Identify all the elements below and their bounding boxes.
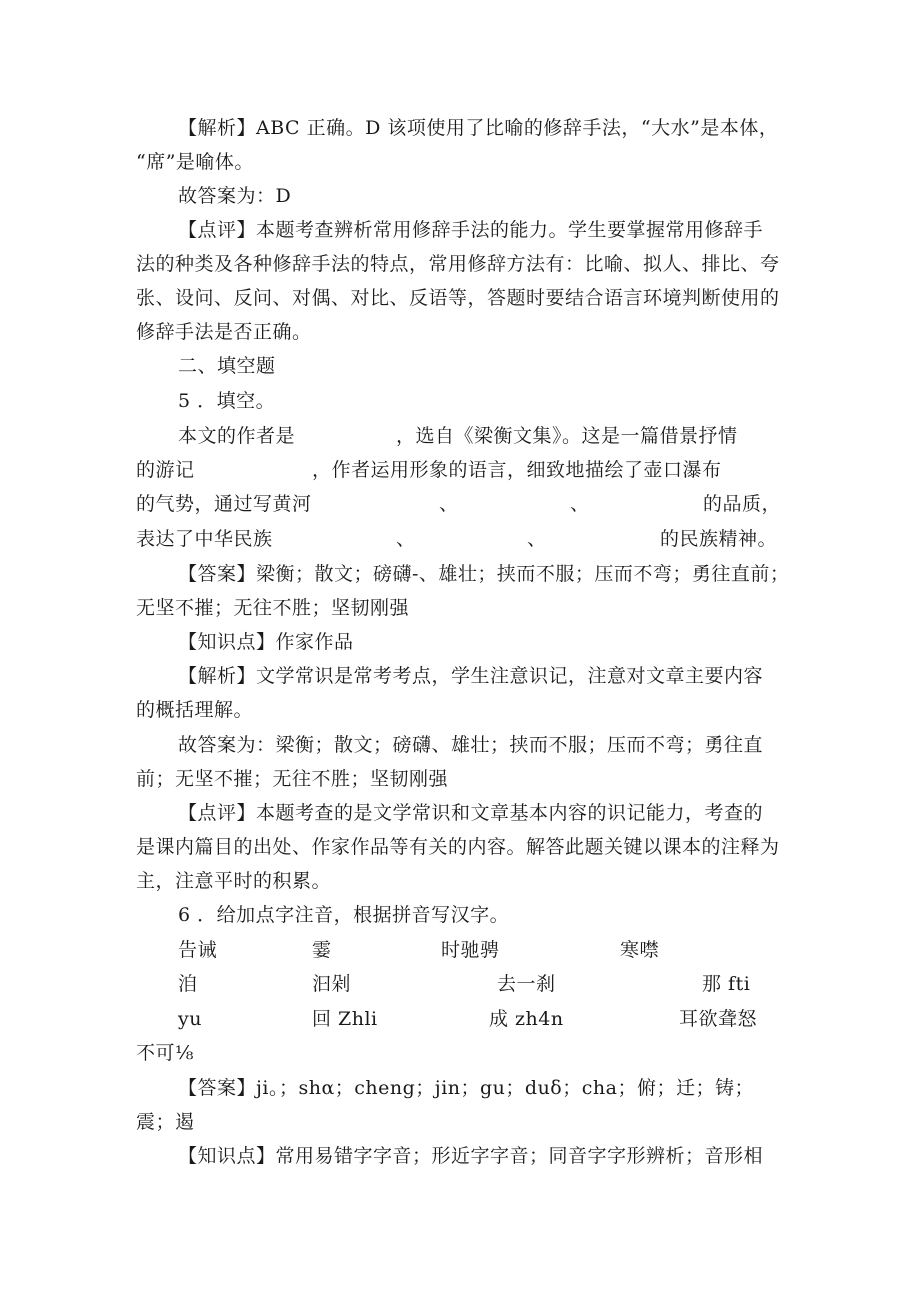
fill-row3-start: 的气势，通过写黄河: [136, 493, 312, 515]
q5-knowledge: 【知识点】作家作品: [178, 631, 354, 653]
fill-row3-sep1: 、: [439, 493, 459, 515]
fill-row4-start: 表达了中华民族: [136, 528, 273, 550]
q4-comment-line3: 张、设问、反问、对偶、对比、反语等，答题时要结合语言环境判断使用的: [136, 287, 780, 309]
section-heading-fill-blank: 二、填空题: [178, 355, 276, 377]
q4-comment-line2: 法的种类及各种修辞手法的特点，常用修辞方法有：比喻、拟人、排比、夸: [136, 253, 780, 275]
q5-comment-line3: 主，注意平时的积累。: [136, 870, 332, 892]
q6-answer-line1: 【答案】ji。；shα；cheng；jin；gu；duδ；cha；俯；迁；铸；: [178, 1077, 754, 1099]
q6-row1-item2: 霎: [312, 939, 332, 961]
q6-row3-item1: yu: [178, 1008, 202, 1030]
q5-comment-line2: 是课内篇目的出处、作家作品等有关的内容。解答此题关键以课本的注释为: [136, 836, 780, 858]
q6-row4: 不可⅛: [136, 1042, 194, 1064]
q6-answer-line2: 震；遏: [136, 1111, 195, 1133]
q4-analysis-line1: 【解析】ABC 正确。D 该项使用了比喻的修辞手法，“大水”是本体，: [178, 117, 779, 139]
q5-answer-line1: 【答案】梁衡；散文；磅礴-、雄壮；挟而不服；压而不弯；勇往直前；: [178, 563, 790, 585]
fill-row4-end: 的民族精神。: [660, 528, 778, 550]
q6-row1-item4: 寒噤: [620, 939, 660, 961]
fill-row2-start: 的游记: [136, 459, 195, 481]
q5-analysis-line2: 的概括理解。: [136, 699, 254, 721]
fill-row1-start: 本文的作者是: [178, 425, 296, 447]
q4-comment-line4: 修辞手法是否正确。: [136, 321, 312, 343]
fill-row3-end: 的品质，: [703, 493, 782, 515]
q5-answer-line2: 无坚不摧；无往不胜；坚韧刚强: [136, 597, 410, 619]
q5-final-line2: 前；无坚不摧；无往不胜；坚韧刚强: [136, 768, 449, 790]
q5-analysis-line1: 【解析】文学常识是常考考点，学生注意识记，注意对文章主要内容: [178, 665, 764, 687]
question-5-title: 5 ．填空。: [178, 390, 276, 412]
q6-row2-item3: 去一刹: [497, 973, 556, 995]
q6-row2-item2: 汩剁: [312, 973, 352, 995]
fill-row4-sep1: 、: [396, 528, 416, 550]
q4-final-answer: 故答案为：D: [178, 185, 292, 207]
q4-analysis-line2: “席”是喻体。: [136, 151, 254, 173]
q6-row2-item1: 洎: [178, 973, 198, 995]
q6-knowledge: 【知识点】常用易错字字音；形近字字音；同音字字形辨析；音形相: [178, 1145, 764, 1167]
q5-final-line1: 故答案为：梁衡；散文；磅礴、雄壮；挟而不服；压而不弯；勇往直: [178, 734, 764, 756]
q6-row1-item3: 时驰骋: [441, 939, 500, 961]
q6-row3-item3: 成 zh4n: [489, 1008, 564, 1030]
question-6-title: 6 ．给加点字注音，根据拼音写汉字。: [178, 904, 510, 926]
q6-row2-item4: 那 fti: [702, 973, 751, 995]
q5-comment-line1: 【点评】本题考查的是文学常识和文章基本内容的识记能力，考查的: [178, 802, 764, 824]
fill-row1-end: ，选自《梁衡文集》。这是一篇借景抒情: [396, 425, 738, 447]
fill-row2-end: ，作者运用形象的语言，细致地描绘了壶口瀑布: [312, 459, 722, 481]
q4-comment-line1: 【点评】本题考查辨析常用修辞手法的能力。学生要掌握常用修辞手: [178, 219, 764, 241]
fill-row4-sep2: 、: [527, 528, 547, 550]
q6-row3-item2: 回 Zhli: [312, 1008, 378, 1030]
fill-row3-sep2: 、: [570, 493, 590, 515]
q6-row3-item4: 耳欲聋怒: [679, 1008, 758, 1030]
q6-row1-item1: 告诫: [178, 939, 218, 961]
